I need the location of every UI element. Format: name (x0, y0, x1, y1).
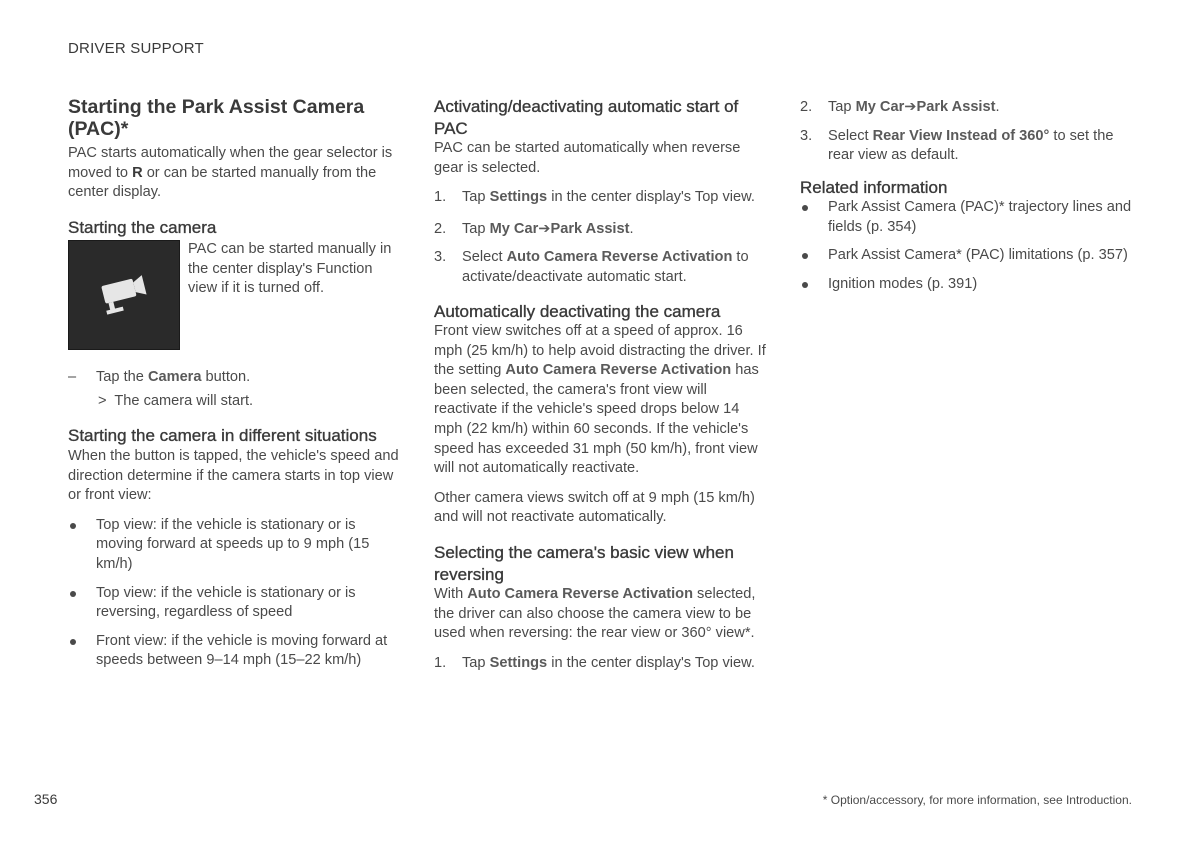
heading-auto-deactivate: Automatically deactivating the camera (434, 301, 721, 321)
camera-button-label: Camera (147, 369, 202, 386)
main-title: Starting the Park Assist Camera (PAC)* (68, 96, 365, 140)
deactivate-paragraph: Front view switches off at a speed of approx. 16 mph (25 km/h) to help avoid distracting the driver. If the setting Auto Camera Reverse Activation has been selected, the camera's front view will reactivate if the vehicle's speed drops below 14 mph (22 km/h) within 60 seconds. If the vehicle's speed has exceeded 31 mph (50 km/h), front view will not automatically reactivate. (434, 323, 766, 477)
camera-button-image (68, 240, 180, 350)
list-item: Park Assist Camera* (PAC) limitations (p. 357) (800, 246, 1132, 266)
select-steps-continued (800, 98, 1132, 166)
list-item: Top view: if the vehicle is stationary or is moving forward at speeds up to 9 mph (15 km/h) (68, 516, 400, 575)
heading-different-situations: Starting the camera in different situations (68, 426, 377, 446)
camera-instruction (68, 240, 400, 350)
start-manual-text: PAC can be started manually in the center display's Function view if it is turned off. (188, 241, 392, 297)
list-item: Park Assist Camera (PAC)* trajectory lines and fields (p. 354) (800, 198, 1132, 237)
select-steps (434, 654, 766, 674)
other-views-paragraph: Other camera views switch off at 9 mph (15 km/h) and will not reactivate automatically. (434, 489, 755, 526)
heading-starting-camera: Starting the camera (68, 217, 217, 237)
column-right (800, 98, 1132, 304)
activate-paragraph: PAC can be started automatically when reverse gear is selected. (434, 140, 741, 176)
gear-r: R (132, 164, 143, 181)
list-item: 3. Select Rear View Instead of 360° to set the rear view as default. (800, 127, 1114, 164)
arrow-icon: ➔ (904, 99, 917, 115)
list-item: 2. Tap My Car➔Park Assist. (800, 99, 1000, 115)
list-item: 1. Tap Settings in the center display's Top view. (434, 189, 755, 206)
heading-related-info: Related information (800, 177, 948, 197)
list-item: 1. Tap Settings in the center display's Top view. (434, 654, 755, 671)
list-item: 2. Tap My Car➔Park Assist. (434, 220, 634, 237)
situations-paragraph: When the button is tapped, the vehicle's speed and direction determine if the camera starts in top view or front view: (68, 447, 399, 504)
related-list (800, 198, 1132, 294)
intro-paragraph: PAC starts automatically when the gear selector is moved to R or can be started manually from the center display. (68, 145, 393, 201)
page-number: 356 (34, 791, 58, 807)
step-tap-camera: – Tap the Camera button. (68, 369, 251, 386)
footnote: * Option/accessory, for more information, see Introduction. (822, 793, 1132, 807)
list-item: Ignition modes (p. 391) (800, 275, 1132, 295)
section-header: DRIVER SUPPORT (68, 40, 204, 57)
heading-activate-auto-start: Activating/deactivating automatic start of PAC (434, 97, 739, 138)
column-middle (434, 96, 766, 682)
list-item: Top view: if the vehicle is stationary or is reversing, regardless of speed (68, 584, 400, 623)
camera-icon (98, 273, 150, 317)
step-result: > The camera will start. (98, 392, 254, 409)
heading-select-basic-view: Selecting the camera's basic view when reversing (434, 543, 734, 584)
arrow-icon: ➔ (538, 220, 551, 237)
column-left (68, 96, 400, 680)
list-item: Front view: if the vehicle is moving forward at speeds between 9–14 mph (15–22 km/h) (68, 632, 400, 671)
situations-list (68, 516, 400, 671)
list-item: 3. Select Auto Camera Reverse Activation to activate/deactivate automatic start. (434, 249, 749, 285)
select-paragraph: With Auto Camera Reverse Activation selected, the driver can also choose the camera view to be used when reversing: the rear view or 360° view*. (434, 586, 756, 642)
activate-steps (434, 188, 766, 287)
